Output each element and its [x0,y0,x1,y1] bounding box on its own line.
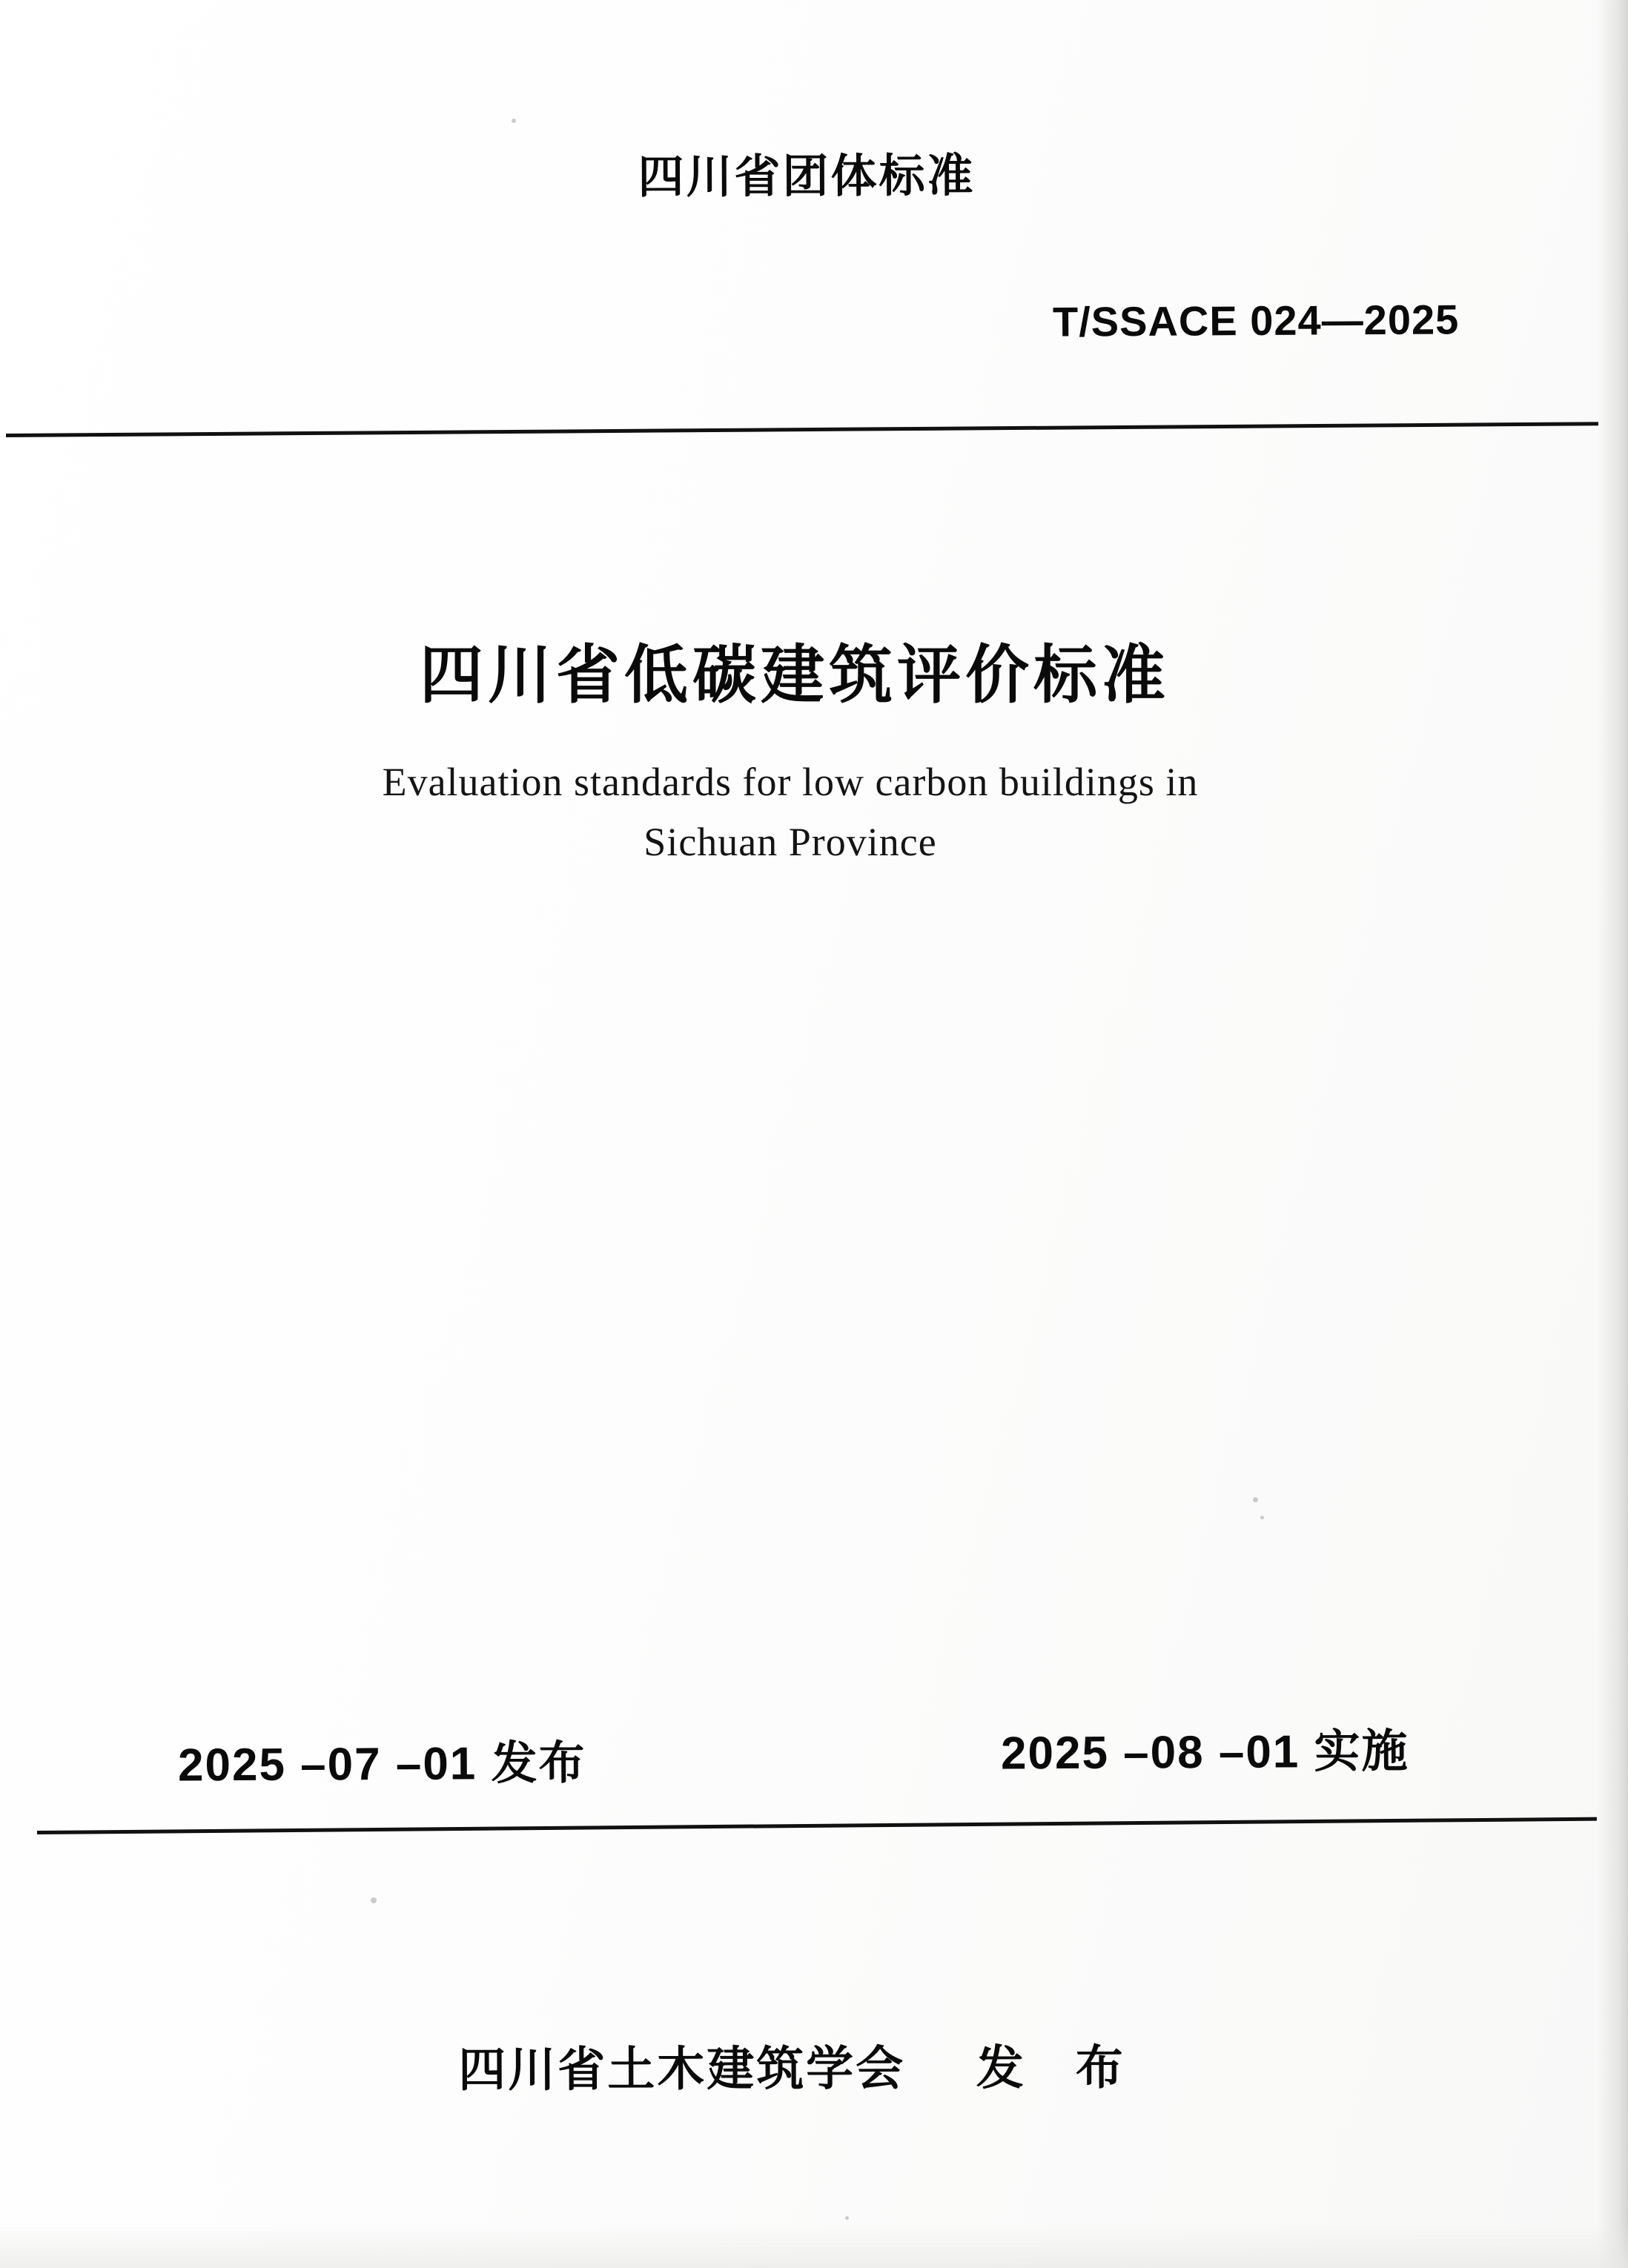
dates-row [0,1727,1628,1808]
publish-date: 2025 –07 –01 发布 [177,1737,586,1791]
page-title-english-line-1: Evaluation standards for low carbon buildings in [382,760,1199,805]
page-title-chinese: 四川省低碳建筑评价标准 [420,640,1170,711]
footer-divider-rule [37,1817,1597,1834]
standard-series-label: 四川省团体标准 [638,150,976,203]
header-block [0,0,1628,445]
publisher-action: 发 布 [976,2040,1125,2095]
scan-speck [845,2216,849,2220]
scan-speck [1260,1516,1264,1519]
page-title-english-line-2: Sichuan Province [643,820,937,865]
scan-speck [1253,1497,1258,1502]
publisher-block [0,2028,1606,2102]
scan-speck [371,1897,377,1903]
title-block [0,637,1628,872]
implementation-date: 2025 –08 –01 实施 [1000,1725,1409,1780]
publisher-name: 四川省土木建筑学会 [458,2041,906,2097]
page-title-english [0,752,1604,872]
scan-edge-shadow-bottom [0,2224,1628,2268]
standard-code: T/SSACE 024—2025 [1052,296,1460,345]
